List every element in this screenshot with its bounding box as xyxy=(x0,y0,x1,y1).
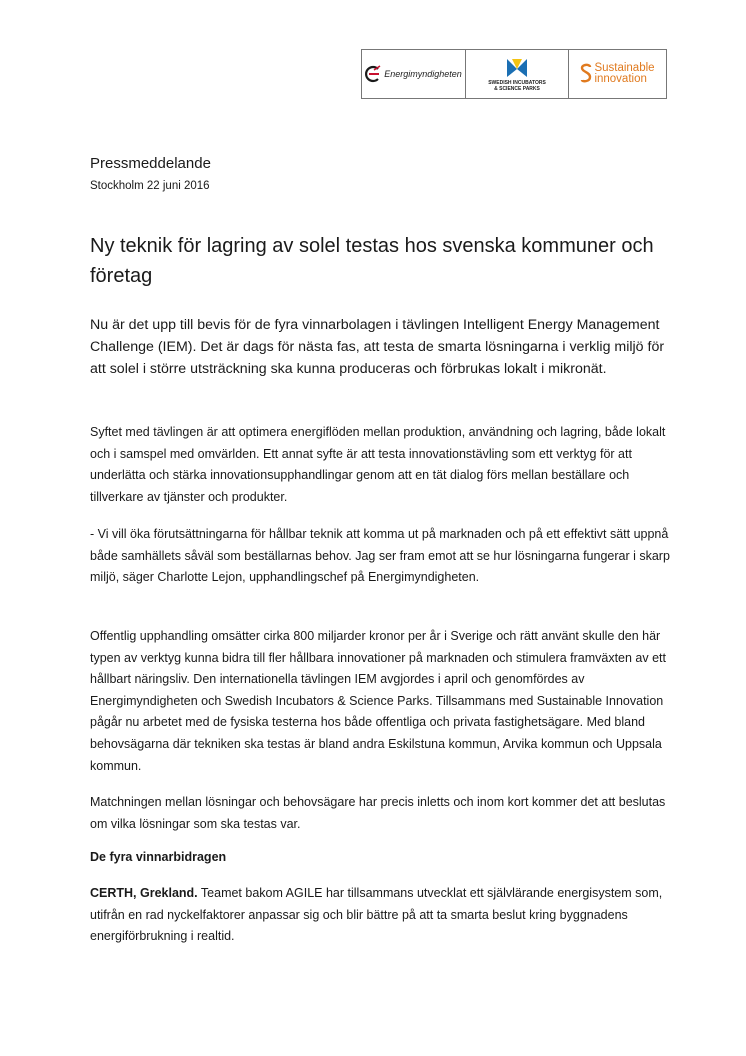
energimyndigheten-mark-icon xyxy=(365,65,381,83)
document-type: Pressmeddelande xyxy=(90,155,211,172)
swedish-incubators-logo xyxy=(466,50,569,98)
dateline: Stockholm 22 juni 2016 xyxy=(90,180,210,192)
winner-description: Teamet bakom AGILE har tillsammans utvecklat ett självlärande energisystem som, utifrån en rad nyckelfaktorer anpassar sig och blir bättre på att ta smarta beslut kring byggnadens energiförbrukning i realtid. xyxy=(90,886,663,944)
swedish-incubators-mark-icon xyxy=(506,57,528,79)
sustainable-innovation-mark-icon xyxy=(580,63,592,85)
swedish-incubators-logo-text: SWEDISH INCUBATORS & SCIENCE PARKS xyxy=(488,79,546,92)
body-paragraph: Matchningen mellan lösningar och behovsägare har precis inletts och inom kort kommer det att beslutas om vilka lösningar som ska testas var. xyxy=(90,795,666,831)
section-heading: De fyra vinnarbidragen xyxy=(90,850,227,864)
sustainable-innovation-logo-text xyxy=(594,63,654,85)
energimyndigheten-logo xyxy=(362,50,466,98)
energimyndigheten-logo-text: Energimyndigheten xyxy=(384,69,462,79)
quote-paragraph: - Vi vill öka förutsättningarna för hållbar teknik att komma ut på marknaden och på ett effektivt sätt uppnå både samhällets såväl som beställarnas behov. Jag ser fram emot att se hur lösningarna fungerar i skarp miljö, säger Charlotte Lejon, upphandlingschef på Energimyndigheten. xyxy=(90,527,670,585)
body-paragraph: Offentlig upphandling omsätter cirka 800 miljarder kronor per år i Sverige och rätt använt skulle den här typen av verktyg kunna bidra till fler hållbara innovationer på marknaden och stimulera framväxten av ett hållbart näringsliv. Den internationella tävlingen IEM avgjordes i april och genomfördes av Energimyndigheten och Swedish Incubators & Science Parks. Tillsammans med Sustainable Innovation pågår nu arbetet med de fysiska testerna hos både offentliga och privata fastighetsägare. Med bland behovsägarna där tekniken ska testas är bland andra Eskilstuna kommun, Arvika kommun och Uppsala kommun. xyxy=(90,629,666,773)
lead-paragraph: Nu är det upp till bevis för de fyra vinnarbolagen i tävlingen Intelligent Energy Management Challenge (IEM). Det är dags för nästa fas, att testa de smarta lösningarna i verklig miljö för att solel i större utsträckning ska kunna produceras och förbrukas lokalt i mikronät. xyxy=(90,317,665,377)
sustainable-logo-line2: innovation xyxy=(594,73,647,85)
partner-logo-bar xyxy=(361,49,667,99)
sustainable-logo-line1: Sustainable xyxy=(594,62,655,74)
body-paragraph: Syftet med tävlingen är att optimera energiflöden mellan produktion, användning och lagring, både lokalt och i samspel med omvärlden. Ett annat syfte är att testa innovationstävling som ett verktyg för att underlätta och stärka innovationsupphandlingar genom att en tät dialog förs mellan beställare och tillverkare av tjänster och produkter. xyxy=(90,425,666,504)
headline: Ny teknik för lagring av solel testas hos svenska kommuner och företag xyxy=(90,235,654,287)
winner-entry xyxy=(90,883,670,948)
winner-name: CERTH, Grekland. xyxy=(90,886,198,900)
sustainable-innovation-logo xyxy=(569,50,666,98)
